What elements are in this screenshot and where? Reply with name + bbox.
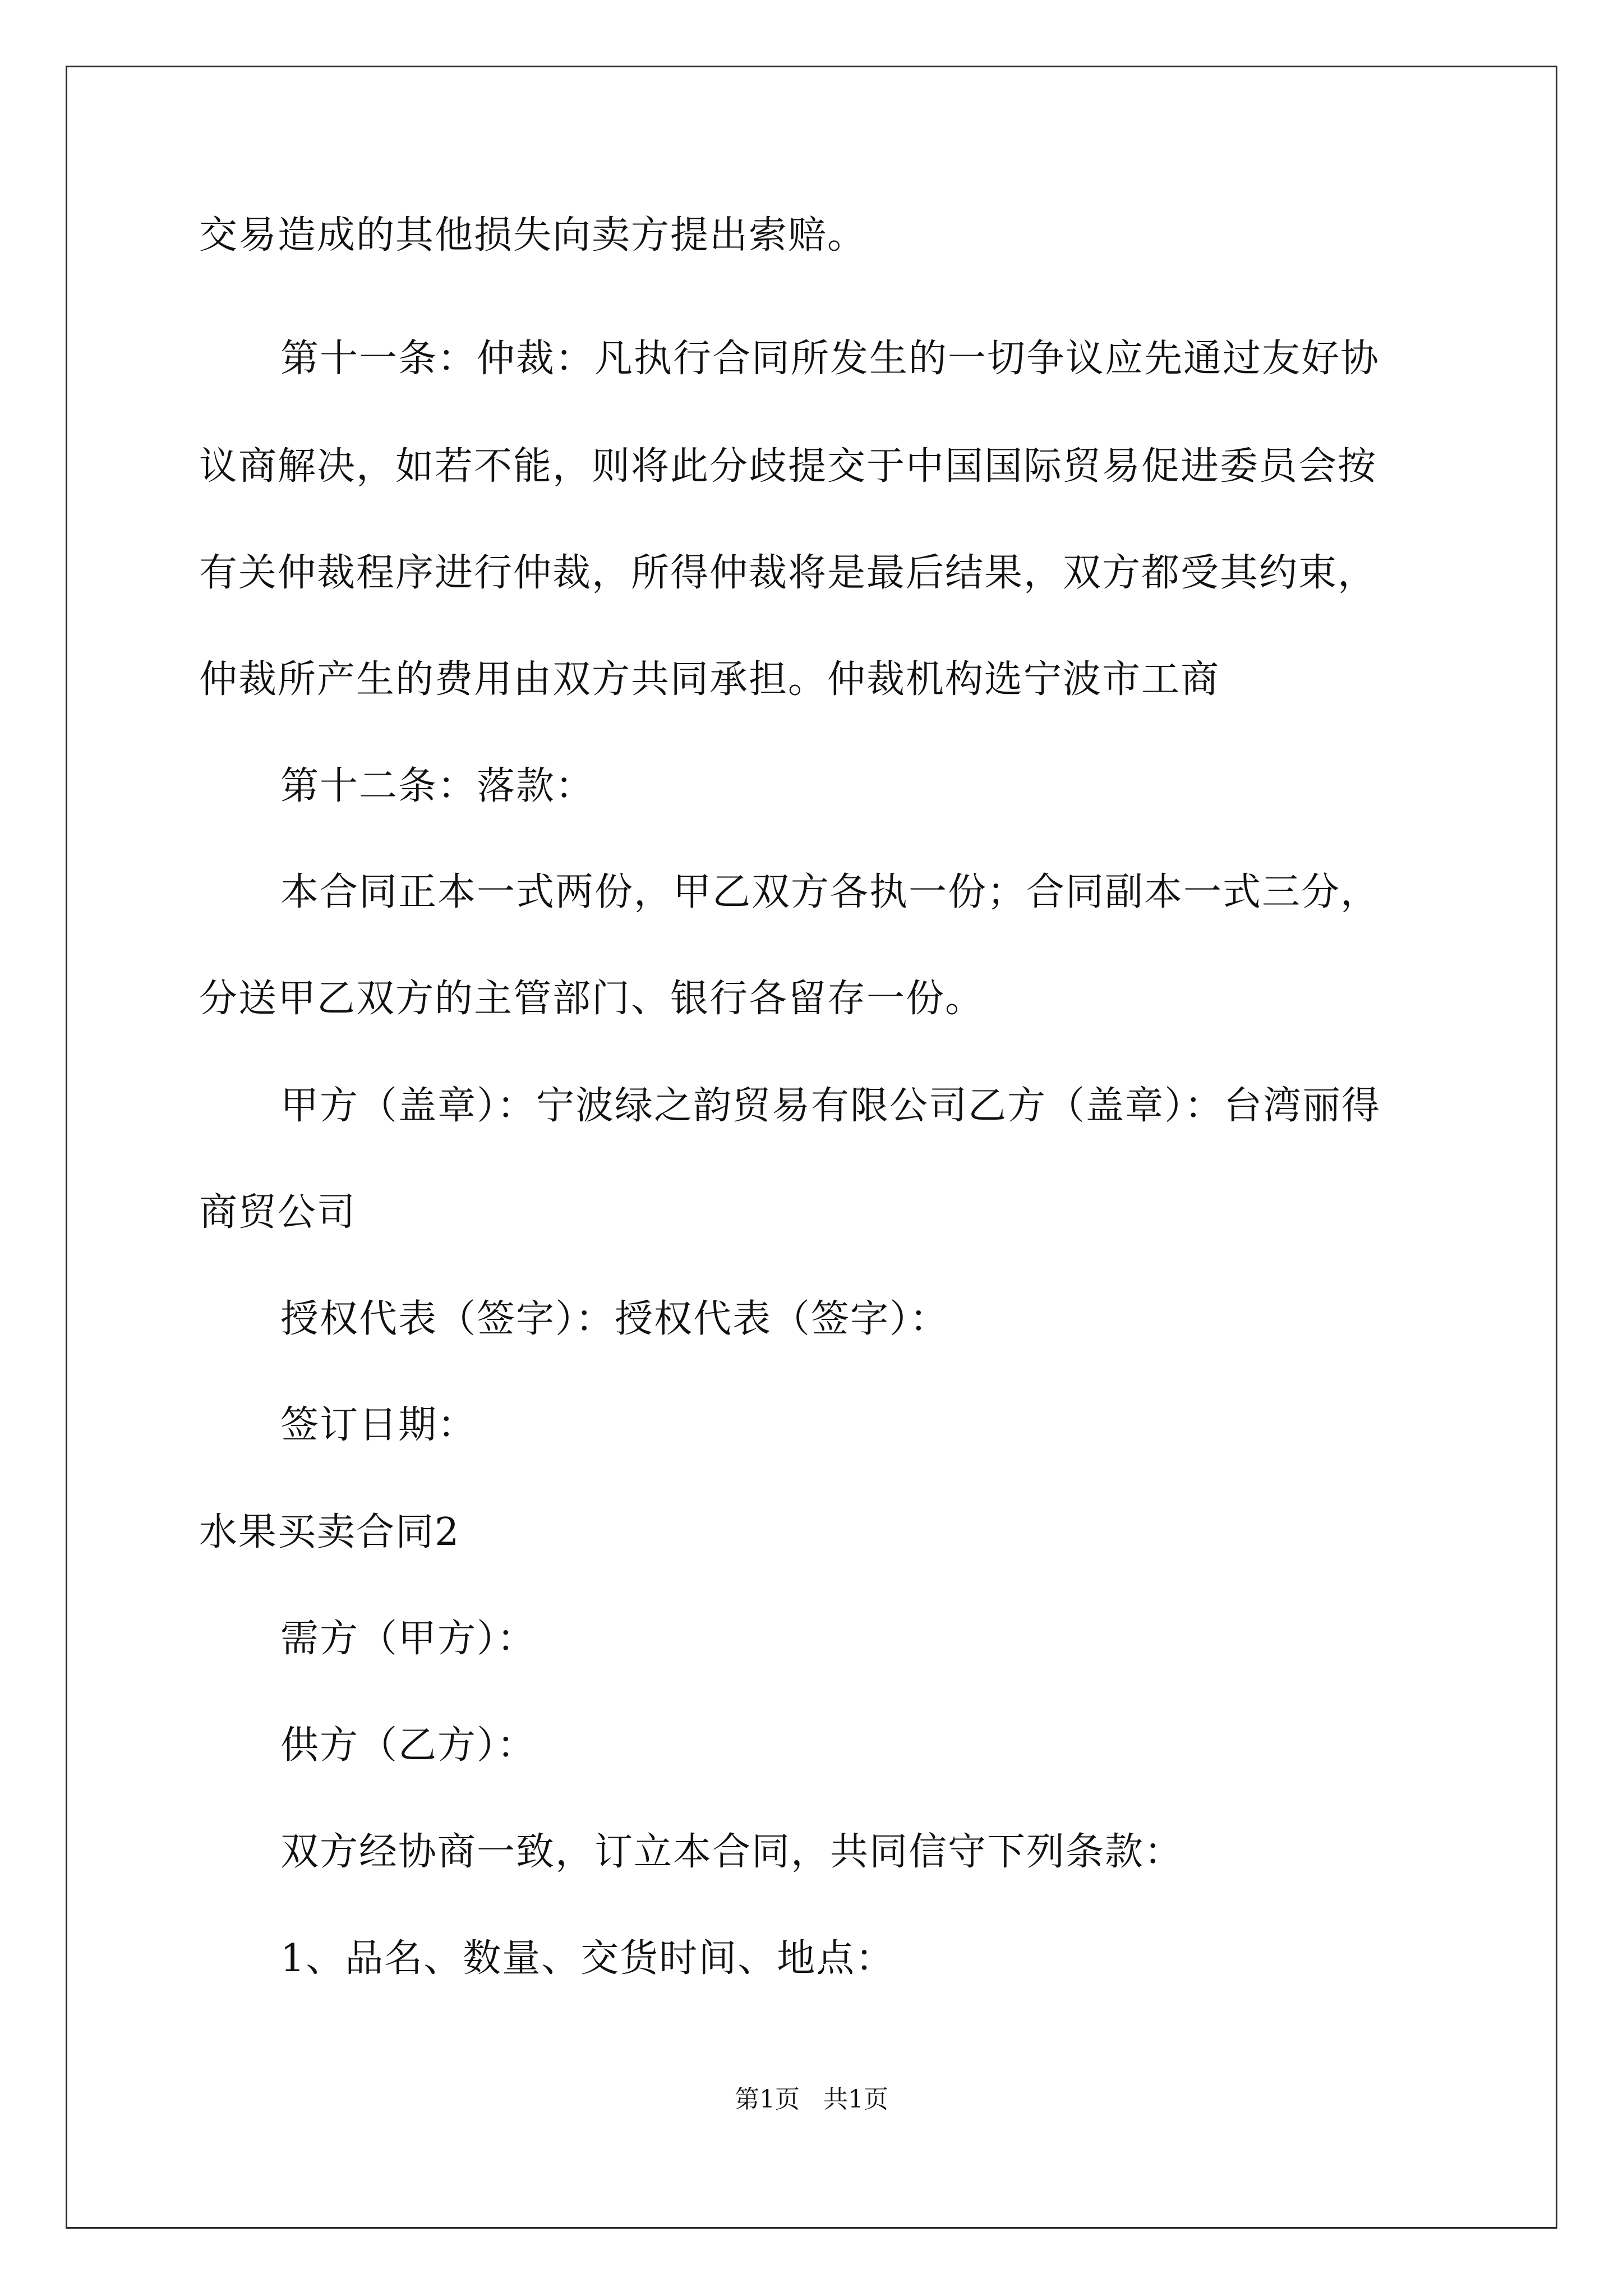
text-line-article-11-cont-2: 有关仲裁程序进行仲裁，所得仲裁将是最后结果，双方都受其约束， [199, 551, 1377, 595]
text-line-article-11-cont-1: 议商解决，如若不能，则将此分歧提交于中国国际贸易促进委员会按 [199, 444, 1377, 489]
text-line-article-12: 第十二条：落款： [280, 764, 595, 808]
text-line-claim: 交易造成的其他损失向卖方提出索赔。 [199, 213, 867, 257]
text-line-copies-cont: 分送甲乙双方的主管部门、银行各留存一份。 [199, 977, 985, 1021]
text-line-agreement: 双方经协商一致，订立本合同，共同信守下列条款： [280, 1830, 1184, 1874]
text-line-article-11: 第十一条：仲裁：凡执行合同所发生的一切争议应先通过友好协 [280, 337, 1380, 381]
text-line-signing-date: 签订日期： [280, 1403, 477, 1447]
text-line-supplier: 供方（乙方）： [280, 1723, 537, 1768]
text-line-item-1: 1、品名、数量、交货时间、地点： [280, 1936, 895, 1981]
page-border [66, 66, 1557, 2229]
text-line-party-seals: 甲方（盖章）：宁波绿之韵贸易有限公司乙方（盖章）：台湾丽得 [280, 1084, 1381, 1128]
text-line-article-11-cont-3: 仲裁所产生的费用由双方共同承担。仲裁机构选宁波市工商 [199, 657, 1220, 702]
text-line-party-seals-cont: 商贸公司 [199, 1190, 357, 1235]
text-line-copies: 本合同正本一式两份，甲乙双方各执一份；合同副本一式三分， [280, 870, 1380, 914]
text-line-authorized-reps: 授权代表（签字）：授权代表（签字）： [280, 1297, 949, 1341]
page-footer: 第1页 共1页 [735, 2085, 888, 2114]
text-line-buyer: 需方（甲方）： [280, 1617, 537, 1661]
section-title-contract-2: 水果买卖合同2 [199, 1510, 460, 1554]
